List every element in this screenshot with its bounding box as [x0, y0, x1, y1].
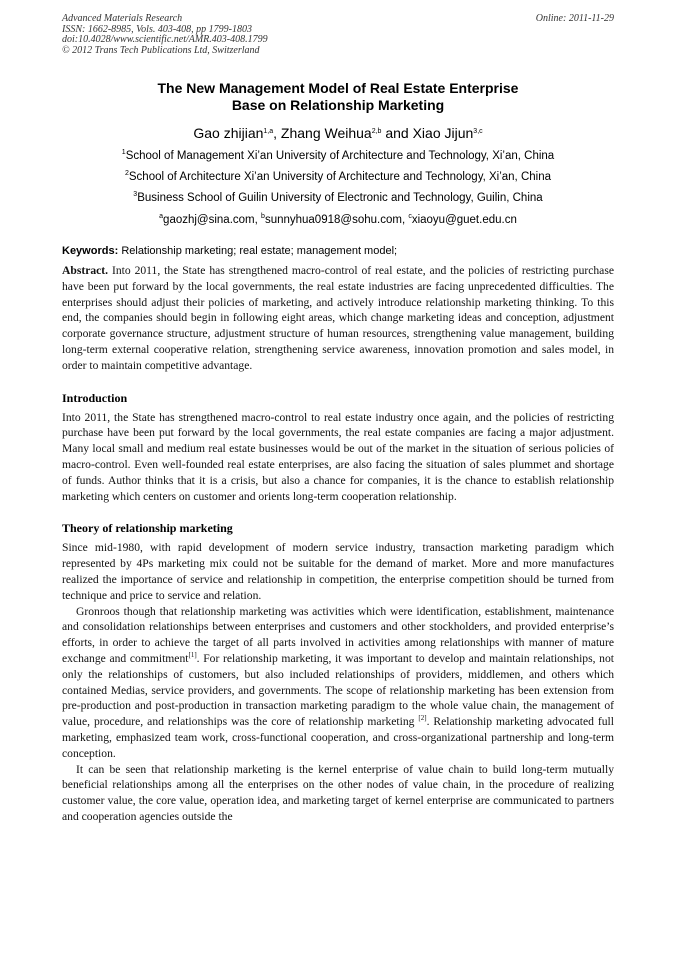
copyright-line: © 2012 Trans Tech Publications Ltd, Switzerland: [62, 44, 260, 56]
keywords-text: Relationship marketing; real estate; management model;: [121, 245, 398, 257]
email-sup: b: [261, 213, 265, 220]
issn-line: ISSN: 1662-8985, Vols. 403-408, pp 1799-1803: [62, 23, 252, 35]
email-sup: c: [408, 213, 412, 220]
email-link[interactable]: gaozhj@sina.com: [163, 214, 255, 226]
email-separator: ,: [401, 214, 409, 226]
author-name: Gao zhijian: [193, 125, 264, 141]
paper-page: [62, 14, 614, 825]
theory-paragraph-2: [62, 604, 614, 762]
abstract-label: Abstract.: [62, 264, 109, 277]
keywords: [62, 244, 614, 258]
author-name: Xiao Jijun: [412, 125, 474, 141]
journal-name: Advanced Materials Research: [62, 13, 183, 24]
theory-paragraph-3: It can be seen that relationship marketing is the kernel enterprise of value chain to build long-term mutually beneficial relationships among all the enterprises on the other nodes of value chain, in the procedure of realizing customer value, the core value, operation idea, and marketing target of kernel enterprise are communicated to partners and cooperation agencies outside the: [62, 762, 614, 823]
affiliation-sup: 3: [133, 191, 138, 198]
affiliation-text: School of Architecture Xi’an University of Architecture and Technology, Xi’an, China: [128, 171, 551, 183]
citation-ref-1[interactable]: [1]: [188, 650, 197, 659]
section-heading-theory: Theory of relationship marketing: [62, 521, 233, 536]
author-name: Zhang Weihua: [280, 125, 372, 141]
doi-line: doi:10.4028/www.scientific.net/AMR.403-408.1799: [62, 34, 268, 45]
paragraph-text: . For relationship marketing, it was important to develop and maintain relationships, not only the relationships of customers, but also included relationships of providers, middlemen, and others which contained Medias, service providers, and governments. The scope of relationship marketing has been extension from pre-production and post-production in transaction marketing paradigm to the whole value chain, the management of value, procedure, and relationships was the core of relationship marketing: [62, 651, 614, 729]
email-separator: ,: [254, 214, 262, 226]
author-separator: ,: [273, 125, 281, 141]
introduction-paragraph: Into 2011, the State has strengthened macro-control to real estate industry once again, and the policies of restricting purchase have been put forward by the local governments, the real estate companies are facing a major adjustment. Many local small and medium real estate businesses would be out of the market in the situation of serious policies of macro-control. Even well-founded real estate enterprises, are also facing the situation of sales plummet and shortage of funds. Author thinks that it is a crisis, but also a chance for companies, it is the chance to establish relationship marketing which centers on customer and orients long-term cooperation relationship.: [62, 410, 614, 503]
author-sup: 2,b: [371, 128, 382, 135]
email-list: [62, 213, 614, 227]
paragraph-text: Gronroos though that relationship marketing was activities which were identification, establishment, maintenance and consolidation relationships between enterprises and customers and other stockholders, and provided enterprise’s efforts, in order to achieve the target of all parts involved in activities among relationships with manner of mature exchange and commitment: [62, 604, 614, 665]
paper-title: [62, 80, 614, 114]
title-line-2: Base on Relationship Marketing: [231, 97, 445, 113]
author-and: and: [381, 125, 413, 141]
title-line-1: The New Management Model of Real Estate Enterprise: [157, 80, 519, 96]
email-link[interactable]: xiaoyu@guet.edu.cn: [411, 214, 517, 226]
affiliation-text: School of Management Xi’an University of Architecture and Technology, Xi’an, China: [125, 150, 555, 162]
theory-paragraph-1: Since mid-1980, with rapid development of modern service industry, transaction marketing paradigm which represented by 4Ps marketing mix could not be suitable for the demand of market. More and more manufactures realized the importance of service and relationship in competition, the enterprise competition should be turned from technique and price to service and relation.: [62, 541, 614, 602]
paragraph-text: . Relationship marketing advocated full marketing, emphasized team work, cross-functional cooperation, and cross-organizational partnership and long-term conception.: [62, 715, 615, 760]
affiliation-text: Business School of Guilin University of Electronic and Technology, Guilin, China: [137, 192, 543, 204]
affiliation-3: [62, 191, 614, 205]
journal-header: [62, 14, 614, 56]
author-list: [62, 124, 614, 142]
affiliation-2: [62, 170, 614, 184]
abstract-text: Into 2011, the State has strengthened macro-control of real estate, and the policies of restricting purchase have been put forward by the local governments, the real estate industries are facing unprecedented difficulties. The enterprises should adjust their policies of marketing, and actively introduce relationship marketing thinking. To this end, the companies should begin in following eight areas, which change marketing ideas and conception, adjustment corporate governance structure, adjustment structure of human resources, strengthening value management, building long-term external cooperative relation, strengthening service awareness, innovation promotion and sales model, in order to maintain competitive advantage.: [62, 264, 614, 372]
affiliation-sup: 2: [124, 170, 129, 177]
author-sup: 3,c: [473, 128, 483, 135]
citation-ref-2[interactable]: [2]: [418, 714, 427, 723]
affiliation-sup: 1: [121, 149, 126, 156]
email-link[interactable]: sunnyhua0918@sohu.com: [264, 214, 402, 226]
affiliation-1: [62, 149, 614, 163]
email-sup: a: [159, 213, 164, 220]
author-sup: 1,a: [263, 128, 274, 135]
online-date: Online: 2011-11-29: [535, 13, 614, 24]
keywords-label: Keywords:: [62, 245, 119, 257]
section-heading-introduction: Introduction: [62, 390, 128, 405]
abstract: [62, 263, 614, 374]
